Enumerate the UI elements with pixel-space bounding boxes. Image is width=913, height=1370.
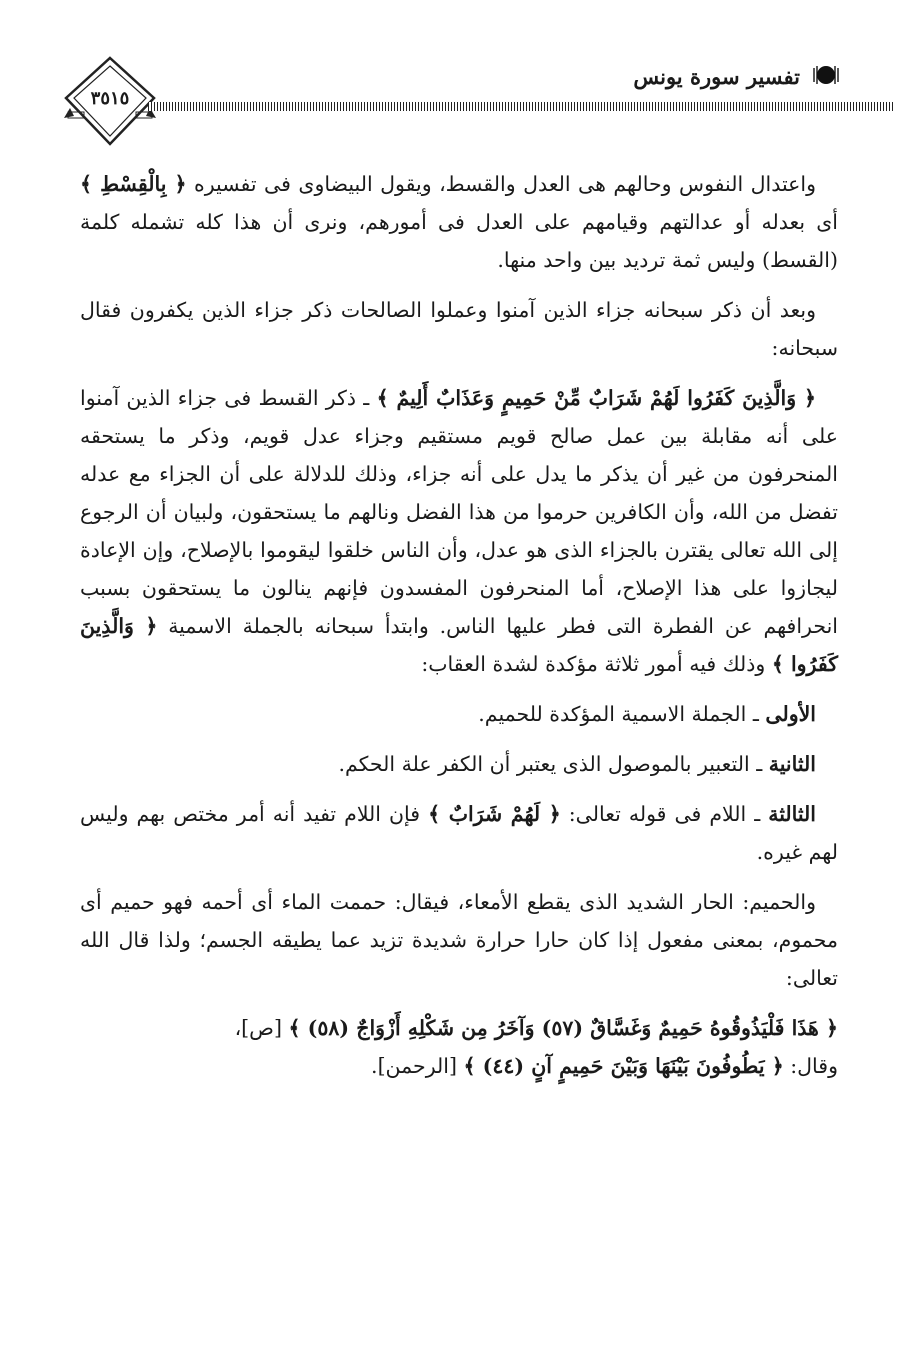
running-title: تفسير سورة يونس bbox=[633, 64, 800, 89]
list-text: ـ اللام فى قوله تعالى: bbox=[560, 802, 769, 826]
list-text: ـ الجملة الاسمية المؤكدة للحميم. bbox=[478, 702, 766, 726]
page-header bbox=[60, 52, 840, 152]
paragraph-text: وقال: bbox=[783, 1054, 838, 1078]
paragraph: وبعد أن ذكر سبحانه جزاء الذين آمنوا وعملوا الصالحات ذكر جزاء الذين يكفرون فقال سبحانه: bbox=[80, 298, 838, 360]
paragraph bbox=[80, 1009, 838, 1085]
quran-verse: ﴿ هَذَا فَلْيَذُوقُوهُ حَمِيمٌ وَغَسَّاقٌ (٥٧) وَآخَرُ مِن شَكْلِهِ أَزْوَاجٌ (٥٨) ﴾ bbox=[288, 1016, 838, 1040]
list-item bbox=[80, 795, 838, 871]
ornament-icon bbox=[812, 64, 840, 86]
list-item bbox=[80, 695, 838, 733]
page-number-badge bbox=[60, 52, 160, 152]
paragraph bbox=[80, 165, 838, 279]
quran-verse: ﴿ يَطُوفُونَ بَيْنَهَا وَبَيْنَ حَمِيمٍ آنٍ (٤٤) ﴾ bbox=[463, 1054, 784, 1078]
paragraph bbox=[80, 379, 838, 683]
verse-reference: [الرحمن]. bbox=[371, 1054, 464, 1078]
page-number: ٣٥١٥ bbox=[90, 88, 130, 109]
paragraph-text: ـ ذكر القسط فى جزاء الذين آمنوا على أنه مقابلة بين عمل صالح قويم مستقيم وجزاء عدل قويم، وذكر ما يستحقه المنحرفون من غير أن يذكر ما يدل على أنه جزاء، وذلك للدلالة على أن الجزاء مع عدله تفضل من الله، وأن الكافرين حرموا من هذا الفضل ونالهم ما يستحقون، ولبيان أن الرجوع إلى الله تعالى يقترن بالجزاء الذى هو عدل، وأن الناس خلقوا ليقوموا بالإصلاح، وإن الإعادة ليجازوا على هذا الإصلاح، أما المنحرفون المفسدون فإنهم ينالون ما يستحقون بسبب انحرافهم عن الفطرة التى فطر عليها الناس. وابتدأ سبحانه بالجملة الاسمية bbox=[80, 386, 839, 638]
list-item bbox=[80, 745, 838, 783]
header-rule bbox=[148, 102, 893, 111]
quran-verse: ﴿ لَهُمْ شَرَابٌ ﴾ bbox=[428, 802, 561, 826]
list-term: الثالثة bbox=[768, 802, 816, 826]
paragraph-text: أى بعدله أو عدالتهم وقيامهم على العدل فى أمورهم، ونرى أن هذا كله تشمله كلمة (القسط) وليس ثمة ترديد بين واحد منها. bbox=[80, 210, 838, 272]
list-term: الثانية bbox=[768, 752, 816, 776]
list-text: فإن اللام تفيد أنه أمر مختص بهم وليس لهم غيره. bbox=[80, 802, 838, 864]
paragraph: والحميم: الحار الشديد الذى يقطع الأمعاء، فيقال: حممت الماء أى أحمه فهو حميم أى محموم، بمعنى مفعول إذا كان حارا حرارة شديدة تزيد عما يطيقه الجسم؛ ولذا قال الله تعالى: bbox=[80, 890, 838, 990]
quran-verse: ﴿ وَالَّذِينَ كَفَرُوا ﴾ bbox=[80, 614, 838, 676]
quran-verse: ﴿ بِالْقِسْطِ ﴾ bbox=[80, 172, 187, 196]
list-term: الأولى bbox=[765, 702, 816, 726]
list-text: ـ التعبير بالموصول الذى يعتبر أن الكفر علة الحكم. bbox=[338, 752, 769, 776]
verse-reference: [ص]، bbox=[234, 1016, 289, 1040]
paragraph-text: وذلك فيه أمور ثلاثة مؤكدة لشدة العقاب: bbox=[421, 652, 772, 676]
body-text bbox=[80, 165, 838, 1097]
paragraph-text: واعتدال النفوس وحالهم هى العدل والقسط، ويقول البيضاوى فى تفسيره bbox=[186, 172, 816, 196]
quran-verse: ﴿ وَالَّذِينَ كَفَرُوا لَهُمْ شَرَابٌ مِّنْ حَمِيمٍ وَعَذَابٌ أَلِيمٌ ﴾ bbox=[376, 386, 817, 410]
